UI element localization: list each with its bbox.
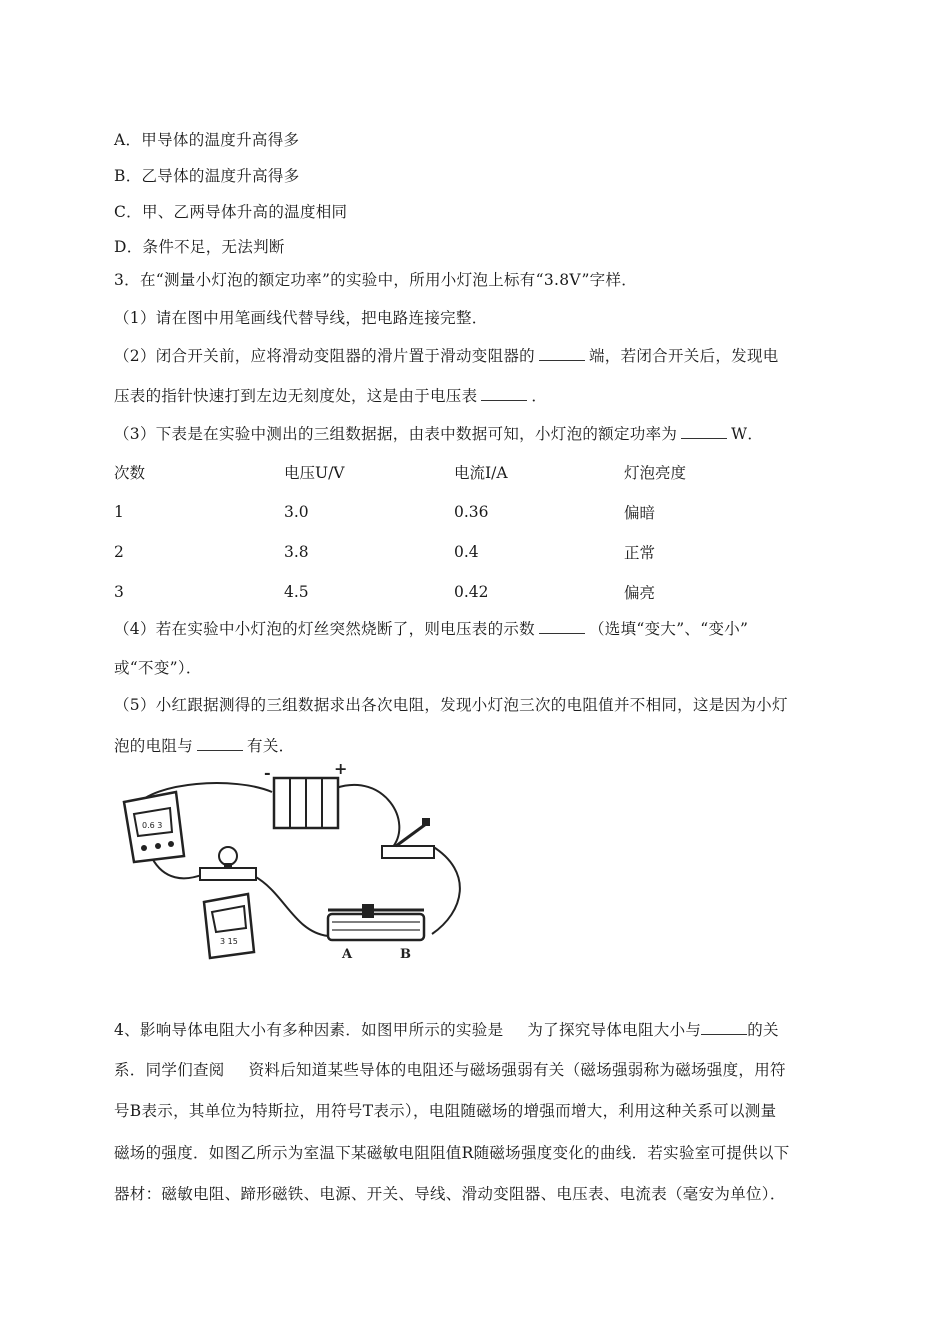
battery bbox=[264, 762, 347, 828]
q3-p2-text-a: （2）闭合开关前，应将滑动变阻器的滑片置于滑动变阻器的 bbox=[114, 347, 535, 365]
battery-minus-label: - bbox=[264, 763, 271, 782]
rheostat-terminal-a-label: A bbox=[342, 947, 353, 962]
answer-blank[interactable] bbox=[539, 619, 585, 634]
q3-p5-text-b: 泡的电阻与 bbox=[114, 737, 194, 755]
q3-p2-text-c: 压表的指针快速打到左边无刻度处，这是由于电压表 bbox=[114, 387, 478, 405]
table-cell: 0.42 bbox=[454, 583, 489, 601]
q4-l1-text-a: 4、影响导体电阻大小有多种因素．如图甲所示的实验是 bbox=[114, 1021, 504, 1039]
q3-p2-text-b: 端，若闭合开关后，发现电 bbox=[588, 347, 779, 365]
question-3-part-2-cont bbox=[114, 384, 547, 406]
battery-plus-label: + bbox=[334, 762, 348, 778]
rheostat-terminal-b-label: B bbox=[400, 947, 411, 962]
wire bbox=[254, 876, 328, 936]
q4-l2-text-b: 资料后知道某些导体的电阻还与磁场强弱有关（磁场强弱称为磁场强度，用符 bbox=[248, 1061, 786, 1079]
question-4-line-5: 器材：磁敏电阻、蹄形磁铁、电源、开关、导线、滑动变阻器、电压表、电流表（毫安为单位）． bbox=[114, 1185, 786, 1203]
question-3-part-3 bbox=[114, 422, 763, 444]
question-3-part-1: （1）请在图中用笔画线代替导线，把电路连接完整． bbox=[114, 309, 488, 327]
table-row bbox=[114, 532, 784, 572]
circuit-diagram bbox=[114, 762, 474, 972]
q3-p3-text-b: W． bbox=[731, 425, 764, 443]
table-cell: 3 bbox=[114, 583, 124, 601]
wire bbox=[336, 785, 399, 848]
q3-p3-text-a: （3）下表是在实验中测出的三组数据据，由表中数据可知，小灯泡的额定功率为 bbox=[114, 425, 678, 443]
table-cell: 偏亮 bbox=[624, 584, 656, 602]
question-4-line-4: 磁场的强度．如图乙所示为室温下某磁敏电阻阻值R随磁场强度变化的曲线．若实验室可提供以下 bbox=[114, 1144, 790, 1162]
question-3-part-4 bbox=[114, 617, 748, 639]
answer-blank[interactable] bbox=[539, 346, 585, 361]
question-3-part-4-cont: 或“不变”）． bbox=[114, 659, 202, 677]
wire bbox=[152, 858, 204, 878]
table-header: 次数 bbox=[114, 464, 146, 482]
question-3-part-2 bbox=[114, 344, 779, 366]
table-header: 灯泡亮度 bbox=[624, 464, 687, 482]
question-4-line-1 bbox=[114, 1018, 779, 1040]
table-header: 电压U/V bbox=[284, 464, 345, 482]
table-header: 电流I/A bbox=[454, 464, 508, 482]
answer-blank[interactable] bbox=[197, 736, 243, 751]
answer-blank[interactable] bbox=[481, 386, 527, 401]
rheostat bbox=[328, 904, 424, 962]
option-b: B．乙导体的温度升高得多 bbox=[114, 167, 300, 185]
question-4-line-2 bbox=[114, 1058, 786, 1080]
wire bbox=[432, 846, 460, 934]
table-row bbox=[114, 492, 784, 532]
answer-blank[interactable] bbox=[701, 1020, 747, 1035]
answer-blank[interactable] bbox=[681, 424, 727, 439]
q3-p4-text-b: （选填“变大”、“变小” bbox=[588, 620, 749, 638]
q4-l1-text-c: 的关 bbox=[747, 1021, 779, 1039]
voltmeter bbox=[204, 894, 254, 958]
table-row bbox=[114, 572, 784, 612]
measurement-table bbox=[114, 452, 784, 612]
q4-l2-text-a: 系．同学们查阅 bbox=[114, 1061, 225, 1079]
q4-l1-text-b: 为了探究导体电阻大小与 bbox=[527, 1021, 702, 1039]
question-3-part-5: （5）小红跟据测得的三组数据求出各次电阻，发现小灯泡三次的电阻值并不相同，这是因为小灯 bbox=[114, 696, 788, 714]
ammeter-scale-label: 0.6 3 bbox=[142, 821, 163, 830]
q3-p4-text-a: （4）若在实验中小灯泡的灯丝突然烧断了，则电压表的示数 bbox=[114, 620, 535, 638]
q3-p2-text-d: ． bbox=[531, 387, 548, 405]
table-cell: 1 bbox=[114, 503, 124, 521]
q3-p5-text-c: 有关． bbox=[247, 737, 295, 755]
ammeter bbox=[124, 792, 184, 862]
table-cell: 3.8 bbox=[284, 543, 309, 561]
table-header-row bbox=[114, 452, 784, 492]
question-3-stem: 3．在“测量小灯泡的额定功率”的实验中，所用小灯泡上标有“3.8V”字样． bbox=[114, 271, 638, 289]
table-cell: 正常 bbox=[624, 544, 656, 562]
option-c: C．甲、乙两导体升高的温度相同 bbox=[114, 203, 348, 221]
question-3-part-5-cont bbox=[114, 734, 294, 756]
table-cell: 0.4 bbox=[454, 543, 479, 561]
lamp bbox=[200, 847, 256, 880]
voltmeter-scale-label: 3 15 bbox=[220, 937, 238, 946]
option-a: A．甲导体的温度升高得多 bbox=[114, 131, 300, 149]
switch bbox=[382, 818, 434, 858]
table-cell: 0.36 bbox=[454, 503, 489, 521]
table-cell: 3.0 bbox=[284, 503, 309, 521]
table-cell: 偏暗 bbox=[624, 504, 656, 522]
option-d: D．条件不足，无法判断 bbox=[114, 238, 285, 256]
table-cell: 2 bbox=[114, 543, 124, 561]
table-cell: 4.5 bbox=[284, 583, 309, 601]
question-4-line-3: 号B表示，其单位为特斯拉，用符号T表示），电阻随磁场的增强而增大，利用这种关系可以测量 bbox=[114, 1102, 777, 1120]
